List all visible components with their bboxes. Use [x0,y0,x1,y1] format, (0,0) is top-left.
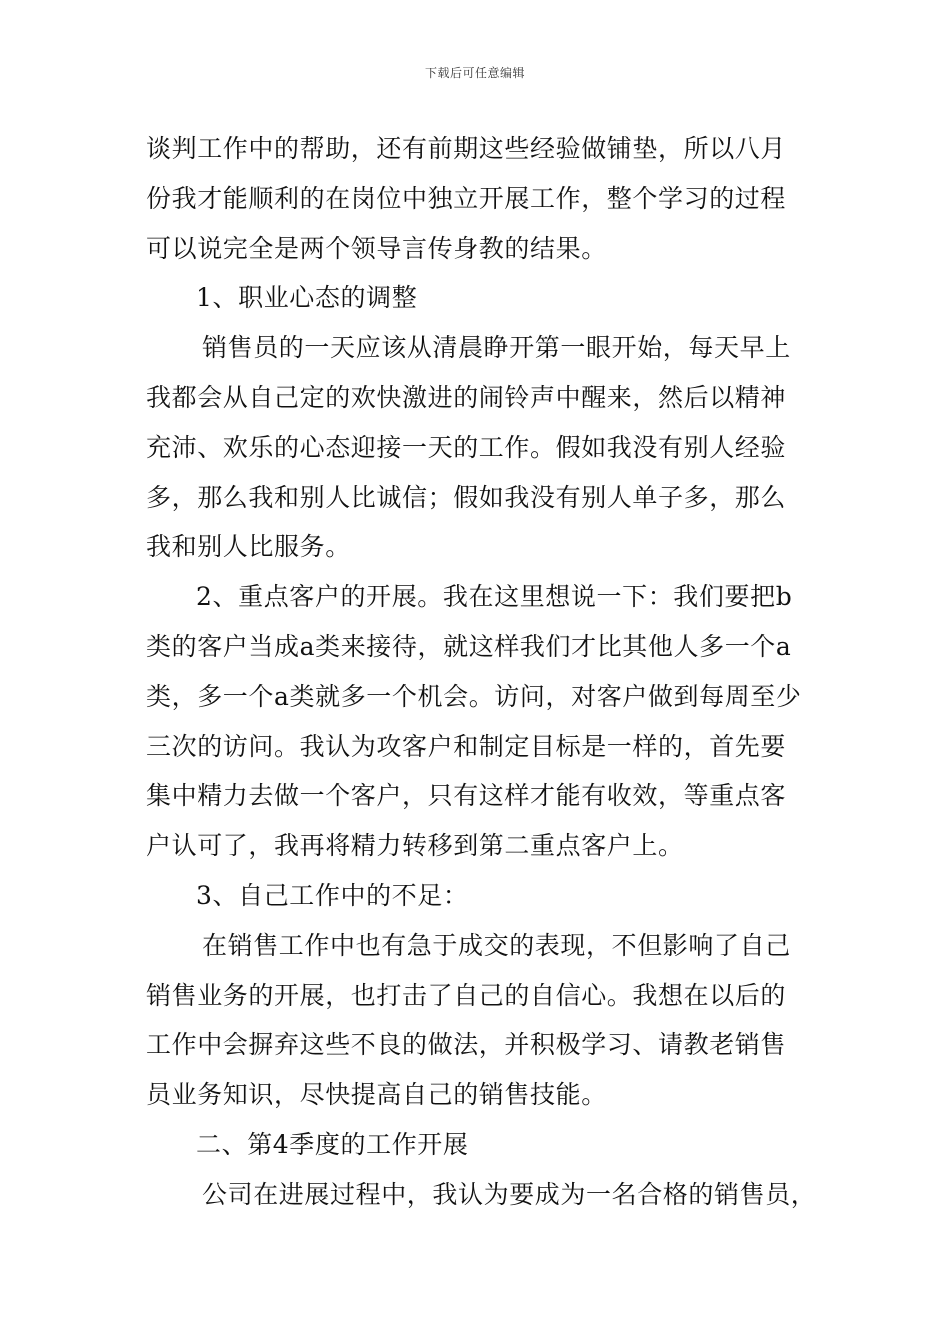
text-line: 可以说完全是两个领导言传身教的结果。 [146,233,607,263]
document-body [146,124,816,1220]
text-line: 三次的访问。我认为攻客户和制定目标是一样的，首先要 [146,731,787,761]
paragraph-start-line: 在销售工作中也有急于成交的表现，不但影响了自己 [202,930,791,960]
paragraph-start-line: 销售员的一天应该从清晨睁开第一眼开始，每天早上 [202,333,791,363]
text-line: 户认可了，我再将精力转移到第二重点客户上。 [146,831,684,861]
text-line: 我和别人比服务。 [146,532,351,562]
section-heading: 2、重点客户的开展。我在这里想说一下：我们要把b [196,582,793,612]
text-line: 我都会从自己定的欢快激进的闹铃声中醒来，然后以精神 [146,382,787,412]
section-heading: 1、职业心态的调整 [196,283,418,313]
section-heading: 二、第4季度的工作开展 [196,1129,469,1159]
section-heading: 3、自己工作中的不足： [196,880,469,910]
text-line: 类的客户当成a类来接待，就这样我们才比其他人多一个a [146,631,792,661]
text-line: 类，多一个a类就多一个机会。访问，对客户做到每周至少 [146,681,802,711]
text-line: 充沛、欢乐的心态迎接一天的工作。假如我没有别人经验 [146,432,787,462]
text-line: 份我才能顺利的在岗位中独立开展工作，整个学习的过程 [146,183,787,213]
text-line: 谈判工作中的帮助，还有前期这些经验做铺垫，所以八月 [146,134,787,163]
paragraph-start-line: 公司在进展过程中，我认为要成为一名合格的销售员， [202,1179,817,1209]
text-line: 工作中会摒弃这些不良的做法，并积极学习、请教老销售 [146,1030,787,1060]
text-line: 集中精力去做一个客户，只有这样才能有收效，等重点客 [146,781,787,811]
text-line: 员业务知识，尽快提高自己的销售技能。 [146,1080,607,1110]
text-line: 多，那么我和别人比诚信；假如我没有别人单子多，那么 [146,482,787,512]
page-header-note: 下载后可任意编辑 [424,66,525,80]
text-line: 销售业务的开展，也打击了自己的自信心。我想在以后的 [146,980,787,1010]
